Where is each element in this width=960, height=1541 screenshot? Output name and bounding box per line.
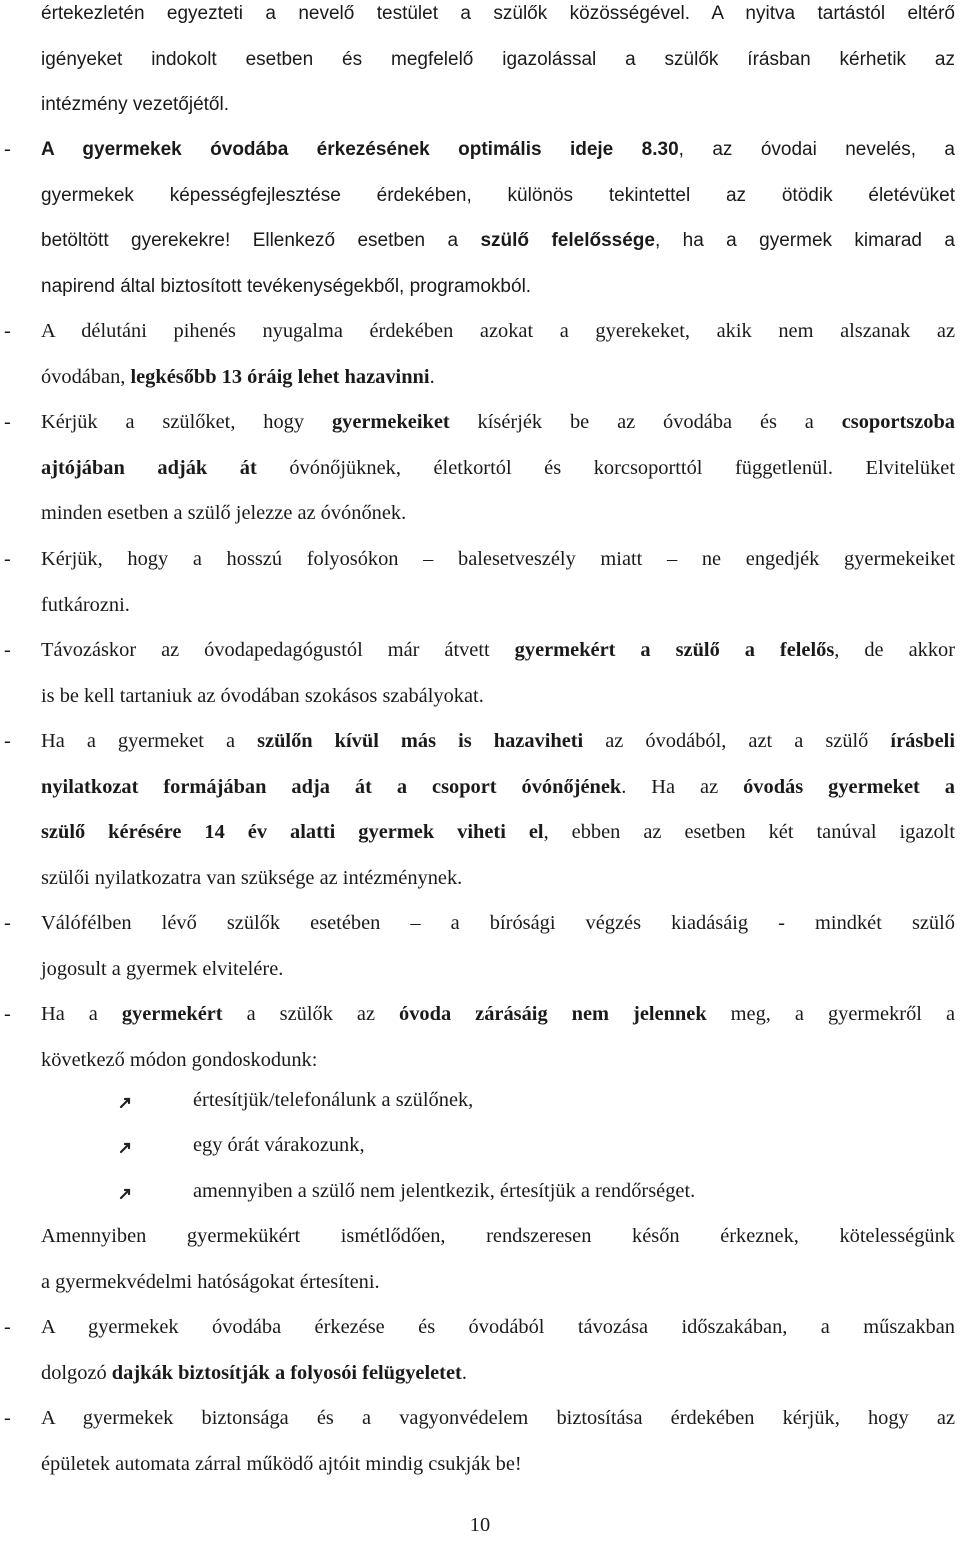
arrow-bullet-icon [117, 1123, 139, 1169]
list-dash: - [4, 912, 11, 934]
corridor-item: Kérjük, hogy a hosszú folyosókon – balesetveszély miatt – ne engedjék gyermekeiket futkározni. [41, 548, 955, 616]
page-number: 10 [469, 1514, 491, 1536]
divorce-item: Válófélben lévő szülők esetében – a bírósági végzés kiadásáig - mindkét szülő jogosult a gyermek elvitelére. [41, 912, 955, 980]
late-pickup-note: Amennyiben gyermekükért ismétlődően, rendszeresen későn érkeznek, kötelességünk a gyermekvédelmi hatóságokat értesíteni. [41, 1225, 955, 1293]
list-dash: - [4, 1407, 11, 1429]
list-dash: - [4, 639, 11, 661]
arrow-bullet-icon [117, 1169, 139, 1215]
list-dash: - [4, 548, 11, 570]
security-item: A gyermekek biztonsága és a vagyonvédelem biztosítása érdekében kérjük, hogy az épületek automata zárral működő ajtóit mindig csukják be! [41, 1407, 955, 1475]
departure-item: Távozáskor az óvodapedagógustól már átvett gyermekért a szülő a felelős, de akkor is be kell tartaniuk az óvodában szokásos szabályokat. [41, 639, 956, 707]
list-dash: - [4, 138, 11, 160]
rest-item: A délutáni pihenés nyugalma érdekében azokat a gyerekeket, akik nem alszanak az óvodában, legkésőbb 13 óráig lehet hazavinni. [41, 320, 955, 388]
arrow-bullet-icon [117, 1078, 139, 1124]
intro-line: intézmény vezetőjétől. [41, 94, 229, 115]
list-dash: - [4, 1316, 11, 1338]
other-person-item: Ha a gyermeket a szülőn kívül más is hazaviheti az óvodából, azt a szülő írásbeli nyilatkozat formájában adja át a csoport óvónőjének. Ha az óvodás gyermeket a szülő kérésére 14 év alatti gyermek viheti el, ebben az esetben két tanúval igazolt szülői nyilatkozatra van szüksége az intézménynek. [41, 730, 956, 889]
document-page: értekezletén egyezteti a nevelő testület a szülők közösségével. A nyitva tartástól eltérő igényeket indokolt esetben és megfelelő igazolással a szülők írásban kérhetik az intézmény vezetőjétől. - A gyermekek óvodába érkezésének optimális ideje 8.30, az óvodai nevelés, a gyermekek képességfejlesztése érdekében, különös tekintettel az ötödik életévüket betöltött gyerekekre! Ellenkező esetben a szülő felelőssége, ha a gyermek kimarad a napirend által biztosított tevékenységekből, programokból. - A délutáni pihenés nyugalma érdekében azokat a gyerekeket, akik nem alszanak az óvodában, legkésőbb 13 óráig lehet hazavinni. - Kérjük a szülőket, hogy gyermekeiket kísérjék be az óvodába és a csoportszoba ajtójában adják át óvónőjüknek, életkortól és korcsoporttól függetlenül. Elvitelüket minden esetben a szülő jelezze az óvónőnek. - Kérjük, hogy a hosszú folyosókon – balesetveszély miatt – ne engedjék gyermekeiket futkározni. - Távozáskor az óvodapedagógustól már átvett gyermekért a szülő a felelős, de akkor is be kell tartaniuk az óvodában szokásos szabályokat. - Ha a gyermeket a szülőn kívül más is hazaviheti az óvodából, azt a szülő írásbeli nyilatkozat formájában adja át a csoport óvónőjének. Ha az óvodás gyermeket a szülő kérésére 14 év alatti gyermek viheti el, ebben az esetben két tanúval igazolt szülői nyilatkozatra van szüksége az intézménynek. - Válófélben lévő szülők esetében – a bírósági végzés kiadásáig - mindkét szülő jogosult a gyermek elvitelére. - Ha a gyermekért a szülők az óvoda zárásáig nem jelennek meg, a gyermekről a következő módon gondoskodunk: értesítjük/telefonálunk a szülőnek, egy órát várakozunk, amennyiben a szülő nem jelentkezik, értesítjük a rendőrséget. Amennyiben gyermekükért ismétlődően, rendszeresen későn érkeznek, kötelességünk a gyermekvédelmi hatóságokat értesíteni. - A gyermekek óvodába érkezése és óvodából távozása időszakában, a műszakban dolgozó dajkák biztosítják a folyosói felügyeletet. - A gyermekek biztonsága és a vagyonvédelem biztosítása érdekében kérjük, hogy az épületek automata zárral működő ajtóit mindig csukják be! 10 [0, 0, 960, 1541]
arrival-time-bold: A gyermekek óvodába érkezésének optimális ideje 8.30 [41, 139, 679, 160]
list-dash: - [4, 1003, 11, 1025]
assistants-item: A gyermekek óvodába érkezése és óvodából távozása időszakában, a műszakban dolgozó dajkák biztosítják a folyosói felügyeletet. [41, 1316, 955, 1384]
arrival-item: A gyermekek óvodába érkezésének optimális ideje 8.30, az óvodai nevelés, a gyermekek képességfejlesztése érdekében, különös tekintettel az ötödik életévüket betöltött gyerekekre! Ellenkező esetben a szülő felelőssége, ha a gyermek kimarad a napirend által biztosított tevékenységekből, programokból. [41, 139, 955, 297]
intro-line: értekezletén egyezteti a nevelő testület a szülők közösségével. A nyitva tartástól eltérő [41, 3, 955, 24]
list-dash: - [4, 320, 11, 342]
list-dash: - [4, 411, 11, 433]
intro-line: igényeket indokolt esetben és megfelelő igazolással a szülők írásban kérhetik az [41, 48, 955, 70]
escort-item: Kérjük a szülőket, hogy gyermekeiket kísérjék be az óvodába és a csoportszoba ajtójában adják át óvónőjüknek, életkortól és korcsoporttól függetlenül. Elvitelüket minden esetben a szülő jelezze az óvónőnek. [41, 411, 955, 524]
intro-paragraph [41, 0, 955, 128]
late-pickup-item: Ha a gyermekért a szülők az óvoda zárásáig nem jelennek meg, a gyermekről a következő módon gondoskodunk: [41, 1003, 955, 1071]
list-dash: - [4, 730, 11, 752]
